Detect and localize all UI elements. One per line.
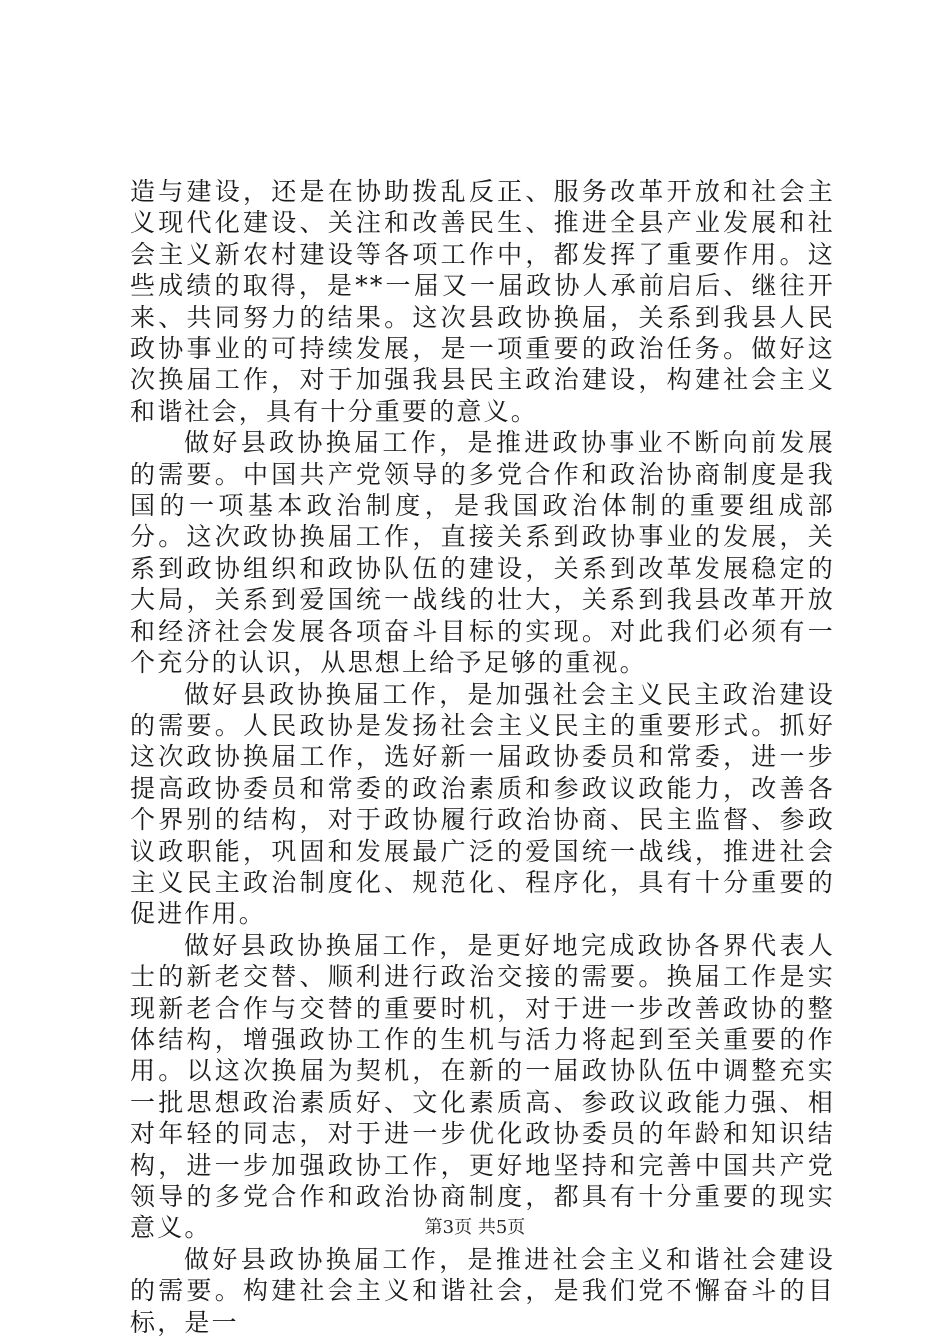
- paragraph-succession: 做好县政协换届工作，是更好地完成政协各界代表人士的新老交替、顺利进行政治交接的需要。换届工作是实现新老合作与交替的重要时机，对于进一步改善政协的整体结构，增强政协工作的生机与活力将起到至关重要的作用。以这次换届为契机，在新的一届政协队伍中调整充实一批思想政治素质好、文化素质高、参政议政能力强、相对年轻的同志，对于进一步优化政协委员的年龄和知识结构，进一步加强政协工作，更好地坚持和完善中国共产党领导的多党合作和政治协商制度，都具有十分重要的现实意义。: [130, 930, 835, 1243]
- paragraph-harmonious-society: 做好县政协换届工作，是推进社会主义和谐社会建设的需要。构建社会主义和谐社会，是我们党不懈奋斗的目标，是一: [130, 1244, 835, 1337]
- page-number-footer: 第3页 共5页: [424, 1217, 526, 1238]
- paragraph-political-development: 做好县政协换届工作，是推进政协事业不断向前发展的需要。中国共产党领导的多党合作和政治协商制度是我国的一项基本政治制度，是我国政治体制的重要组成部分。这次政协换届工作，直接关系到政协事业的发展，关系到政协组织和政协队伍的建设，关系到改革发展稳定的大局，关系到爱国统一战线的壮大，关系到我县改革开放和经济社会发展各项奋斗目标的实现。对此我们必须有一个充分的认识，从思想上给予足够的重视。: [130, 428, 835, 678]
- paragraph-democracy-building: 做好县政协换届工作，是加强社会主义民主政治建设的需要。人民政协是发扬社会主义民主的重要形式。抓好这次政协换届工作，选好新一届政协委员和常委，进一步提高政协委员和常委的政治素质和参政议政能力，改善各个界别的结构，对于政协履行政治协商、民主监督、参政议政职能，巩固和发展最广泛的爱国统一战线，推进社会主义民主政治制度化、规范化、程序化，具有十分重要的促进作用。: [130, 679, 835, 929]
- document-body: [130, 176, 835, 1338]
- paragraph-continuation: 造与建设，还是在协助拨乱反正、服务改革开放和社会主义现代化建设、关注和改善民生、推进全县产业发展和社会主义新农村建设等各项工作中，都发挥了重要作用。这些成绩的取得，是**一届又一届政协人承前启后、继往开来、共同努力的结果。这次县政协换届，关系到我县人民政协事业的可持续发展，是一项重要的政治任务。做好这次换届工作，对于加强我县民主政治建设，构建社会主义和谐社会，具有十分重要的意义。: [130, 177, 835, 426]
